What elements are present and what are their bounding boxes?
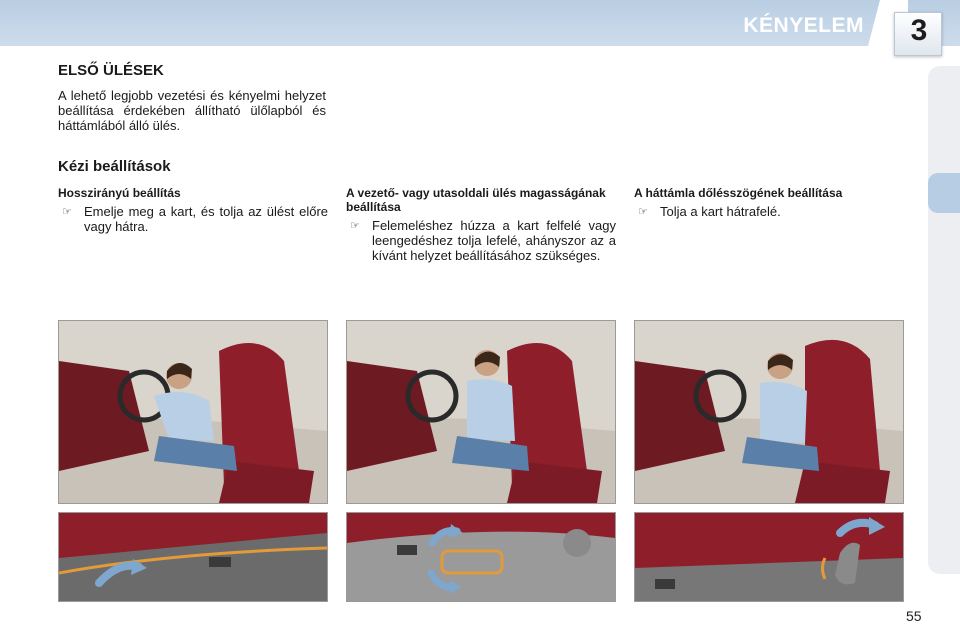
column-heading: A vezető- vagy utasoldali ülés magasságának beállítása xyxy=(346,186,606,214)
detail-height-lever xyxy=(346,512,616,602)
instruction-text: Felemeléshez húzza a kart felfelé vagy leengedéshez tolja lefelé, ahányszor az a kívánt helyzet beállításához szükséges. xyxy=(372,218,616,263)
detail-backrest-lever xyxy=(634,512,904,602)
photo-height-adjustment xyxy=(346,320,616,504)
instruction-bullet xyxy=(634,204,908,220)
chapter-number: 3 xyxy=(910,14,928,47)
subsection-title: Kézi beállítások xyxy=(58,158,171,175)
column-heading: Hosszirányú beállítás xyxy=(58,186,181,200)
page-number: 55 xyxy=(906,608,922,624)
hand-pointer-icon: ☞ xyxy=(62,206,72,218)
instruction-text: Tolja a kart hátrafelé. xyxy=(660,204,781,219)
section-title: ELSŐ ÜLÉSEK xyxy=(58,62,164,79)
hand-pointer-icon: ☞ xyxy=(350,220,360,232)
section-intro: A lehető legjobb vezetési és kényelmi helyzet beállítása érdekében állítható ülőlapból és háttámlából álló ülés. xyxy=(58,88,326,133)
column-height xyxy=(346,186,616,263)
column-heading: A háttámla dőlésszögének beállítása xyxy=(634,186,843,200)
page-header-title: KÉNYELEM xyxy=(743,14,864,37)
column-backrest xyxy=(634,186,908,220)
instruction-bullet xyxy=(346,218,616,263)
photo-backrest-adjustment xyxy=(634,320,904,504)
hand-pointer-icon: ☞ xyxy=(638,206,648,218)
column-longitudinal xyxy=(58,186,328,234)
instruction-text: Emelje meg a kart, és tolja az ülést előre vagy hátra. xyxy=(84,204,328,234)
photo-longitudinal-adjustment xyxy=(58,320,328,504)
detail-seat-lever xyxy=(58,512,328,602)
side-index-strip xyxy=(928,66,960,574)
side-index-marker xyxy=(928,173,960,213)
instruction-bullet xyxy=(58,204,328,234)
